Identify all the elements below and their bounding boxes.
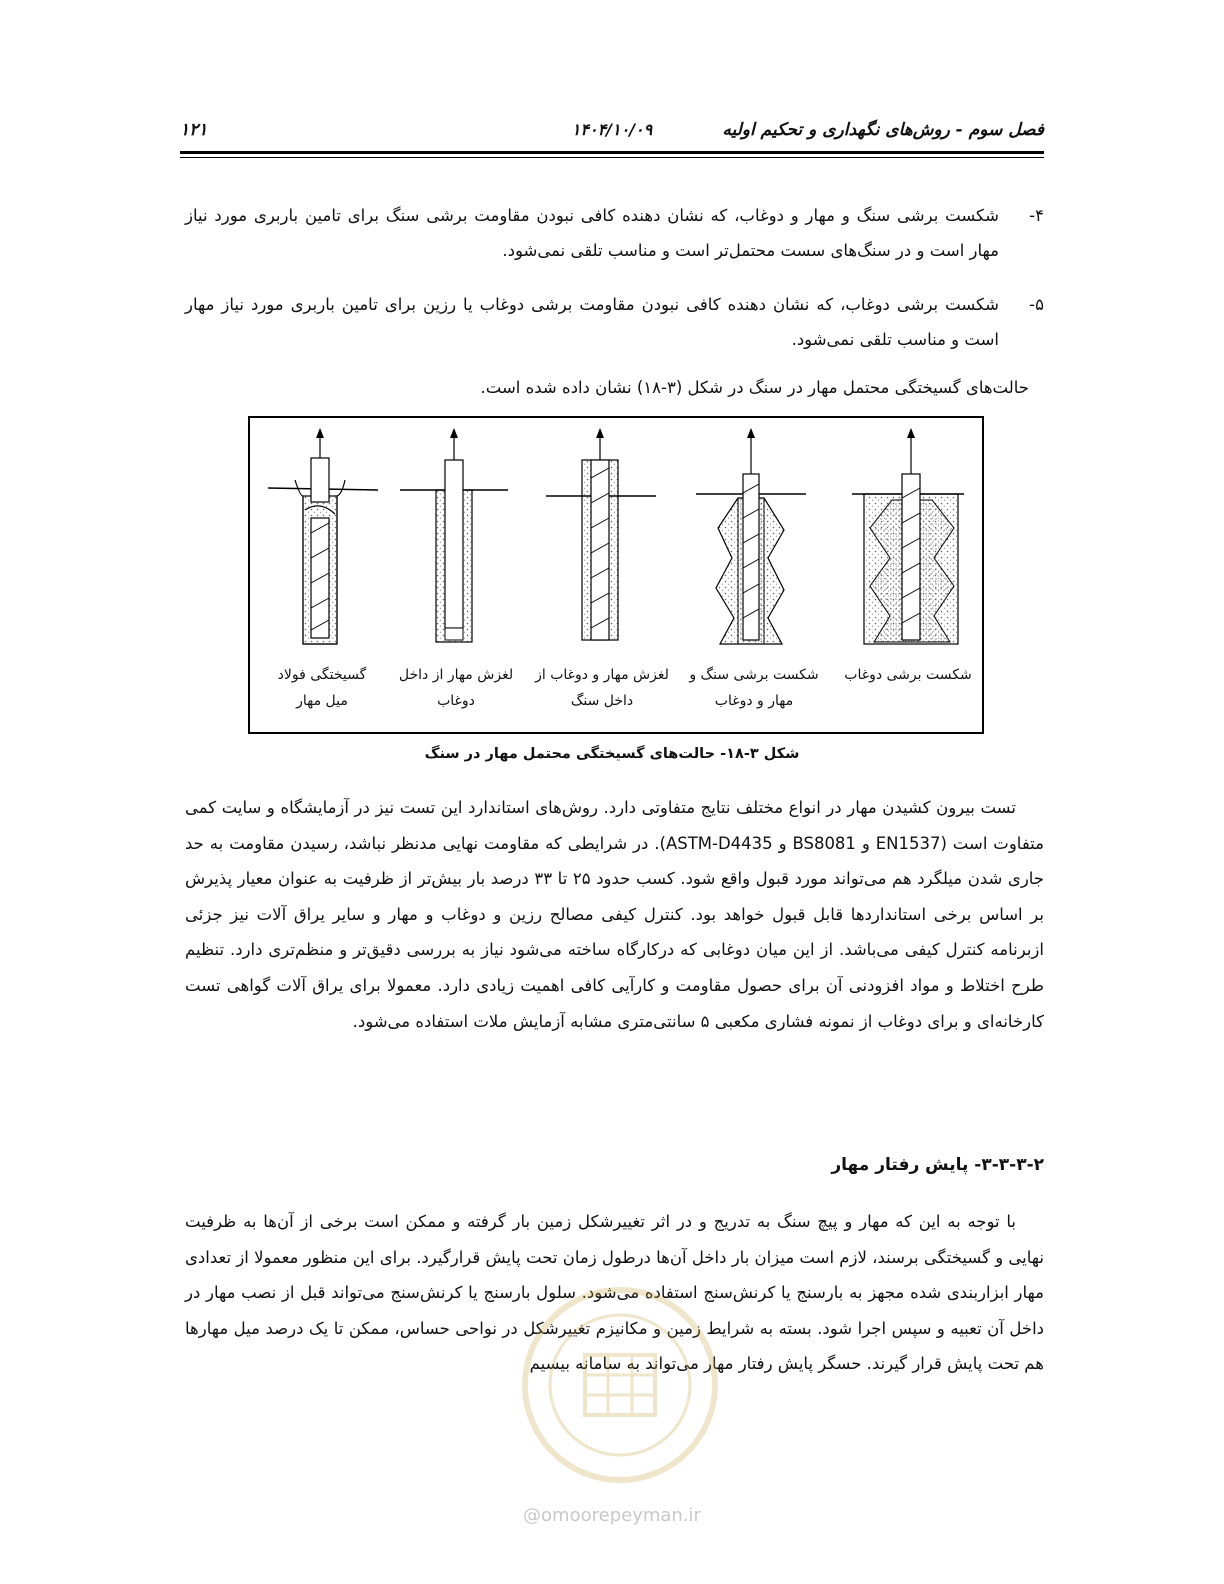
label-line: لغزش مهار از داخل xyxy=(398,667,514,683)
paragraph-monitoring: با توجه به این که مهار و پیچ سنگ به تدریج و در اثر تغییرشکل زمین بار گرفته و ممکن است برخی از آن‌ها به ظرفیت نهایی و گسیختگی برسند، لازم است میزان بار داخل آن‌ها درطول زمان تحت پایش قرارگیرد. برای این منظور معمولا از تعدادی مهار ابزاربندی شده مجهز به بارسنج یا کرنش‌سنج استفاده می‌شود. سلول بارسنج یا کرنش‌سنج می‌تواند قبل از نصب مهار در داخل آن تعبیه و سپس اجرا شود. بسته به شرایط زمین و مکانیزم تغییرشکل در نواحی حساس، ممکن تا یک درصد میل مهارها هم تحت پایش قرار گیرند. حسگر پایش رفتار مهار می‌تواند به سامانه بیسیم xyxy=(185,1212,1044,1374)
panel-rock-shear xyxy=(696,428,806,644)
label-line: مهار و دوغاب xyxy=(714,693,794,709)
list-item xyxy=(185,198,1044,268)
label-line: میل مهار xyxy=(296,693,348,709)
label-line: داخل سنگ xyxy=(570,693,634,709)
figure-label-grout-shear xyxy=(838,662,978,688)
page-header xyxy=(180,118,1044,148)
figure-label-grout-slip xyxy=(532,662,672,714)
watermark-seal xyxy=(490,1275,750,1495)
panel-grout-slip xyxy=(546,428,656,640)
page-number: ۱۲۱ xyxy=(180,120,208,140)
list-item-text: شکست برشی سنگ و مهار و دوغاب، که نشان دهنده کافی نبودن مقاومت برشی سنگ برای تامین باربری مورد نیاز مهار است و در سنگ‌های سست محتمل‌تر است و مناسب تلقی نمی‌شود. xyxy=(185,206,999,260)
header-rule-thick xyxy=(180,151,1044,154)
list-item-text: شکست برشی دوغاب، که نشان دهنده کافی نبودن مقاومت برشی دوغاب یا رزین برای تامین باربری مورد نیاز مهار است و مناسب تلقی نمی‌شود. xyxy=(185,295,999,349)
figure-frame xyxy=(248,416,984,734)
header-date: ۱۴۰۴/۱۰/۰۹ xyxy=(571,120,653,139)
figure-label-rock-shear xyxy=(684,662,824,714)
watermark-text: @omoorepeyman.ir xyxy=(523,1505,701,1526)
panel-steel-failure xyxy=(268,428,378,644)
section-heading: ۳-۳-۳-۲- پایش رفتار مهار xyxy=(831,1155,1044,1175)
panel-grout-shear xyxy=(852,428,964,644)
list-item-number: ۴- xyxy=(1029,206,1044,225)
label-line: لغزش مهار و دوغاب از xyxy=(535,667,669,683)
panel-bar-slip xyxy=(400,428,508,642)
label-line: گسیختگی فولاد xyxy=(277,667,367,683)
figure-lead-sentence: حالت‌های گسیختگی محتمل مهار در سنگ در شکل (۳-۱۸) نشان داده شده است. xyxy=(480,378,1029,397)
list-item xyxy=(185,287,1044,357)
label-line: شکست برشی دوغاب xyxy=(844,667,972,683)
figure-label-steel-failure xyxy=(252,662,392,714)
list-item-number: ۵- xyxy=(1029,295,1044,314)
header-rule-thin xyxy=(180,157,1044,158)
chapter-title: فصل سوم - روش‌های نگهداری و تحکیم اولیه xyxy=(722,120,1044,140)
figure-caption: شکل ۳-۱۸- حالت‌های گسیختگی محتمل مهار در سنگ xyxy=(424,746,800,762)
label-line: شکست برشی سنگ و xyxy=(689,667,819,683)
figure-label-bar-slip xyxy=(386,662,526,714)
label-line: دوغاب xyxy=(437,693,475,709)
paragraph-pullout-test: تست بیرون کشیدن مهار در انواع مختلف نتایج متفاوتی دارد. روش‌های استاندارد این تست نیز در آزمایشگاه و سایت کمی متفاوت است (EN1537 و BS8081 و ASTM-D4435). در شرایطی که مقاومت نهایی مدنظر نباشد، رسیدن مقاومت به حد جاری شدن میلگرد هم می‌تواند مورد قبول واقع شود. کسب حدود ۲۵ تا ۳۳ درصد بار بیش‌تر از ظرفیت به عنوان معیار پذیرش بر اساس برخی استانداردها قابل قبول خواهد بود. کنترل کیفی مصالح رزین و دوغاب و مهار و سایر یراق آلات نیز جزئی ازبرنامه کنترل کیفی می‌باشد. از این میان دوغابی که درکارگاه ساخته می‌شود نیاز به بررسی دقیق‌تر و منظم‌تری دارد. تنظیم طرح اختلاط و مواد افزودنی آن برای حصول مقاومت و کارآیی کافی اهمیت زیادی دارد. معمولا برای یراق آلات گواهی تست کارخانه‌ای و برای دوغاب از نمونه فشاری مکعبی ۵ سانتی‌متری مشابه آزمایش ملات استفاده می‌شود. xyxy=(185,798,1045,1031)
